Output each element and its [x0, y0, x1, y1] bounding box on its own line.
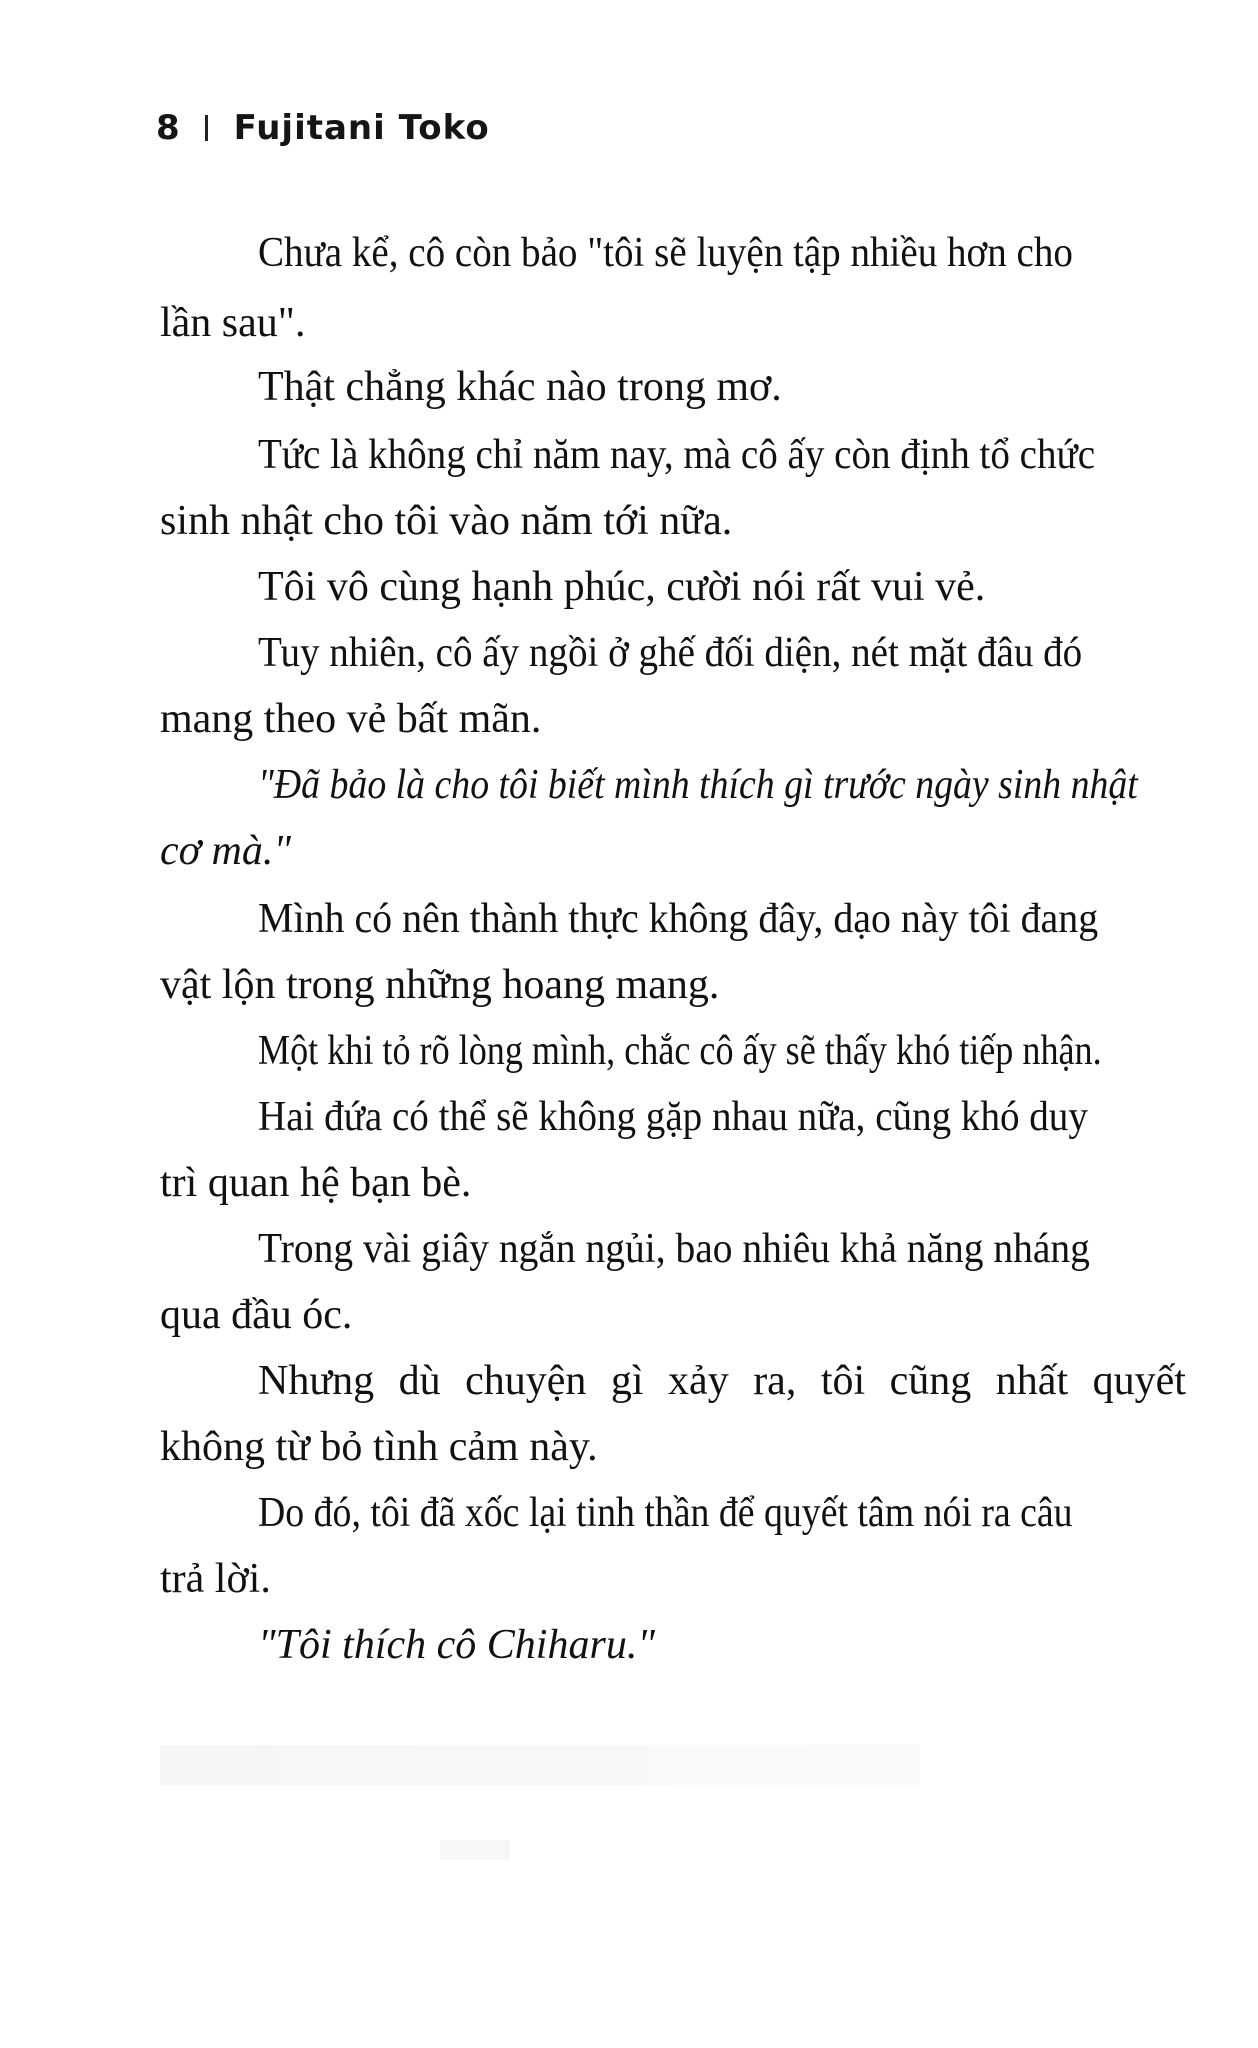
text-line: Tức là không chỉ năm nay, mà cô ấy còn định tổ chức [258, 432, 1096, 478]
text-line-italic: "Tôi thích cô Chiharu." [258, 1622, 655, 1668]
show-through-text [440, 1840, 510, 1860]
running-header [156, 108, 490, 148]
text-line: trì quan hệ bạn bè. [160, 1160, 472, 1206]
text-line: Hai đứa có thể sẽ không gặp nhau nữa, cũng khó duy [258, 1094, 1088, 1140]
text-line: không từ bỏ tình cảm này. [160, 1424, 598, 1470]
text-line-italic: "Đã bảo là cho tôi biết mình thích gì trước ngày sinh nhật [258, 762, 1138, 808]
text-line: qua đầu óc. [160, 1292, 353, 1338]
text-line-italic: cơ mà." [160, 828, 292, 874]
text-line: Do đó, tôi đã xốc lại tinh thần để quyết tâm nói ra câu [258, 1490, 1073, 1536]
text-line: Một khi tỏ rõ lòng mình, chắc cô ấy sẽ thấy khó tiếp nhận. [258, 1028, 1102, 1074]
author-name: Fujitani Toko [233, 108, 490, 148]
header-separator [205, 115, 208, 141]
text-line: lần sau". [160, 300, 306, 346]
text-line: vật lộn trong những hoang mang. [160, 962, 720, 1008]
page-number: 8 [156, 108, 181, 148]
text-line: sinh nhật cho tôi vào năm tới nữa. [160, 498, 733, 544]
text-line: Thật chẳng khác nào trong mơ. [258, 364, 782, 410]
show-through-text [160, 1745, 920, 1785]
text-line: Nhưng dù chuyện gì xảy ra, tôi cũng nhất quyết [258, 1358, 1186, 1404]
text-line: Mình có nên thành thực không đây, dạo này tôi đang [258, 896, 1099, 942]
text-line: trả lời. [160, 1556, 271, 1602]
text-line: Chưa kể, cô còn bảo "tôi sẽ luyện tập nhiều hơn cho [258, 230, 1073, 276]
text-line: Tuy nhiên, cô ấy ngồi ở ghế đối diện, nét mặt đâu đó [258, 630, 1083, 676]
text-line: mang theo vẻ bất mãn. [160, 696, 542, 742]
text-line: Tôi vô cùng hạnh phúc, cười nói rất vui vẻ. [258, 564, 986, 610]
text-line: Trong vài giây ngắn ngủi, bao nhiêu khả năng nháng [258, 1226, 1090, 1272]
